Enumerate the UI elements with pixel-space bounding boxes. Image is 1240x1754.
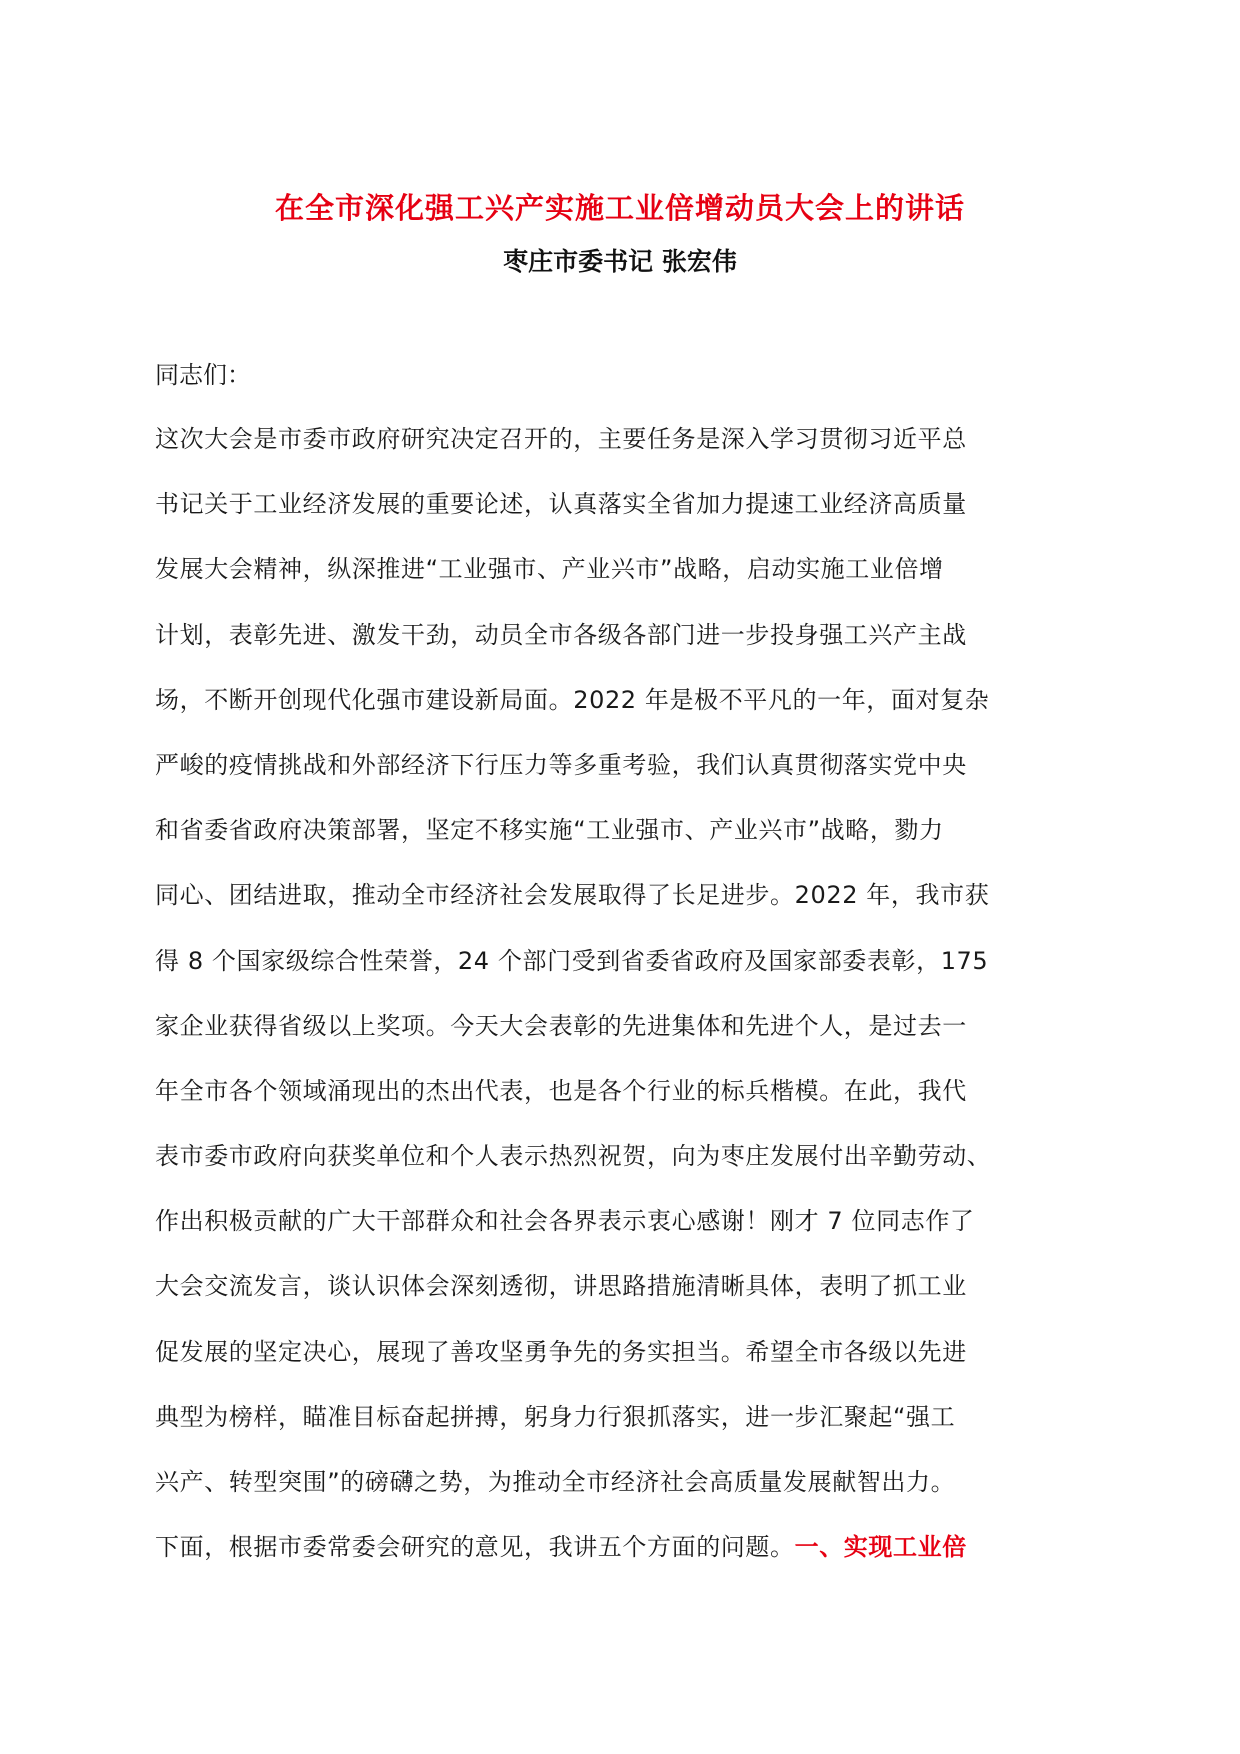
body-line: 这次大会是市委市政府研究决定召开的，主要任务是深入学习贯彻习近平总 [155, 425, 967, 453]
salutation: 同志们： [155, 361, 251, 389]
body-line: 作出积极贡献的广大干部群众和社会各界表示衷心感谢！刚才 7 位同志作了 [155, 1207, 975, 1236]
body-line: 表市委市政府向获奖单位和个人表示热烈祝贺，向为枣庄发展付出辛勤劳动、 [155, 1142, 992, 1171]
body-line-last [155, 1529, 1095, 1594]
document-title: 在全市深化强工兴产实施工业倍增动员大会上的讲话 [274, 191, 965, 225]
body-line: 发展大会精神，纵深推进“工业强市、产业兴市”战略，启动实施工业倍增 [155, 555, 944, 584]
body-line: 促发展的坚定决心，展现了善攻坚勇争先的务实担当。希望全市各级以先进 [155, 1337, 967, 1366]
body-line: 得 8 个国家级综合性荣誉，24 个部门受到省委省政府及国家部委表彰，175 [155, 946, 989, 975]
body-line: 严峻的疫情挑战和外部经济下行压力等多重考验，我们认真贯彻落实党中央 [155, 750, 967, 779]
body-line: 计划，表彰先进、激发干劲，动员全市各级各部门进一步投身强工兴产主战 [155, 620, 967, 649]
body-line: 大会交流发言，谈认识体会深刻透彻，讲思路措施清晰具体，表明了抓工业 [155, 1272, 967, 1301]
body-line: 年全市各个领域涌现出的杰出代表，也是各个行业的标兵楷模。在此，我代 [155, 1076, 967, 1105]
body-line: 场，不断开创现代化强市建设新局面。2022 年是极不平凡的一年，面对复杂 [155, 685, 990, 714]
document-author: 枣庄市委书记 张宏伟 [503, 247, 737, 276]
body-line: 和省委省政府决策部署，坚定不移实施“工业强市、产业兴市”战略，勠力 [155, 816, 944, 845]
body-line: 典型为榜样，瞄准目标奋起拼搏，躬身力行狠抓落实，进一步汇聚起“强工 [155, 1402, 956, 1431]
body-text [155, 421, 1095, 1594]
body-line: 同心、团结进取，推动全市经济社会发展取得了长足进步。2022 年，我市获 [155, 881, 990, 910]
body-line: 书记关于工业经济发展的重要论述，认真落实全省加力提速工业经济高质量 [155, 490, 967, 519]
body-line: 兴产、转型突围”的磅礴之势，为推动全市经济社会高质量发展献智出力。 [155, 1468, 956, 1496]
section-heading-one: 一、实现工业倍 [794, 1533, 967, 1562]
body-line: 家企业获得省级以上奖项。今天大会表彰的先进集体和先进个人，是过去一 [155, 1011, 967, 1040]
last-line-text: 下面，根据市委常委会研究的意见，我讲五个方面的问题。 [155, 1533, 795, 1562]
